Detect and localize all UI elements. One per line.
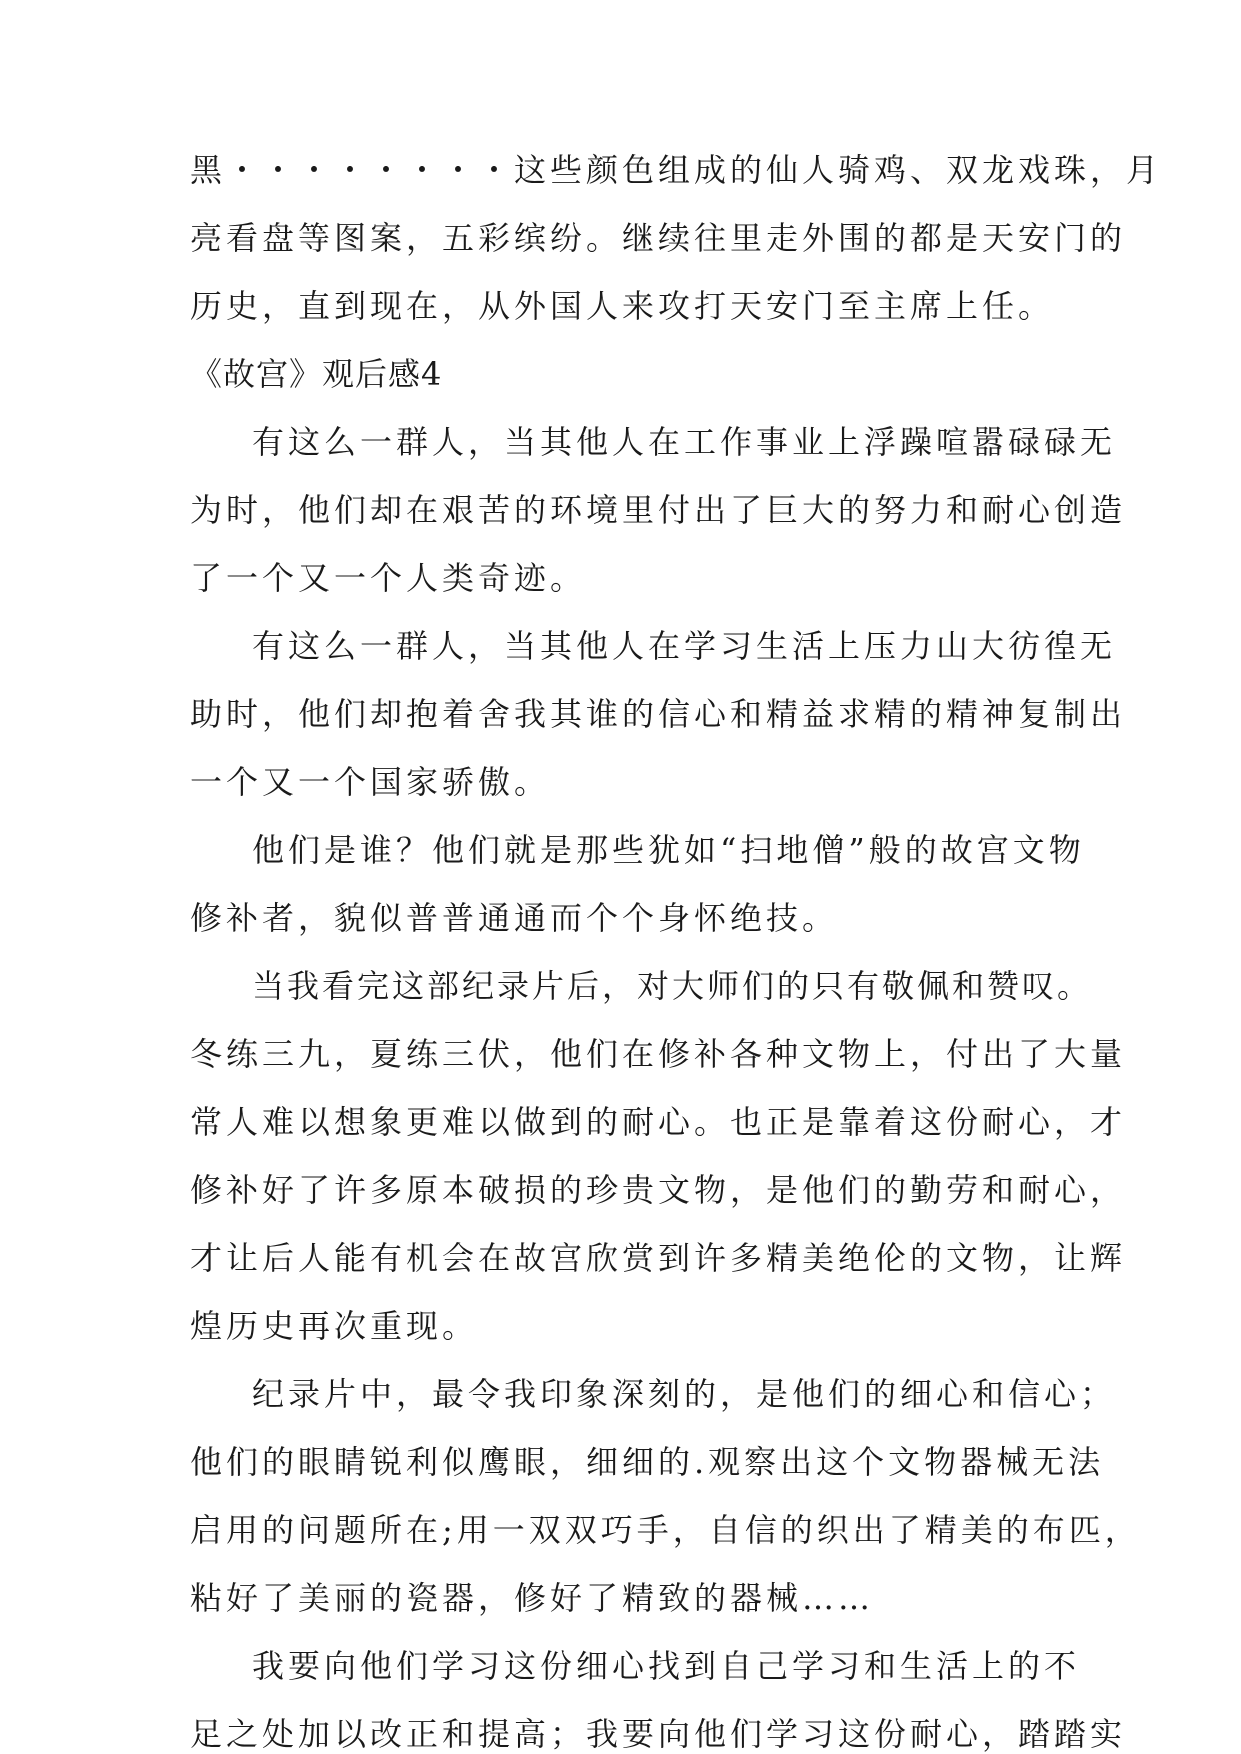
paragraph-first-line: 我要向他们学习这份细心找到自己学习和生活上的不 [252, 1647, 1081, 1685]
text-line: 了一个又一个人类奇迹。 [190, 559, 587, 597]
text-line: 冬练三九，夏练三伏，他们在修补各种文物上，付出了大量 [190, 1035, 1127, 1073]
text-line: 粘好了美丽的瓷器，修好了精致的器械…… [190, 1579, 875, 1617]
paragraph-first-line: 有这么一群人，当其他人在学习生活上压力山大彷徨无 [252, 627, 1117, 665]
text-line: 才让后人能有机会在故宫欣赏到许多精美绝伦的文物，让辉 [190, 1239, 1127, 1277]
text-line: 历史，直到现在，从外国人来攻打天安门至主席上任。 [190, 287, 1055, 325]
text-line: 启用的问题所在;用一双双巧手，自信的织出了精美的布匹， [190, 1511, 1141, 1549]
text-line: 足之处加以改正和提高；我要向他们学习这份耐心，踏踏实 [190, 1715, 1127, 1753]
text-line: 助时，他们却抱着舍我其谁的信心和精益求精的精神复制出 [190, 695, 1127, 733]
section-heading: 《故宫》观后感4 [190, 355, 443, 393]
paragraph-first-line: 有这么一群人，当其他人在工作事业上浮躁喧嚣碌碌无 [252, 423, 1117, 461]
text-line: 修补好了许多原本破损的珍贵文物，是他们的勤劳和耐心， [190, 1171, 1127, 1209]
paragraph-first-line: 当我看完这部纪录片后，对大师们的只有敬佩和赞叹。 [252, 967, 1093, 1005]
text-line: 黑・・・・・・・・这些颜色组成的仙人骑鸡、双龙戏珠，月 [190, 151, 1163, 189]
text-line: 为时，他们却在艰苦的环境里付出了巨大的努力和耐心创造 [190, 491, 1127, 529]
text-line: 修补者，貌似普普通通而个个身怀绝技。 [190, 899, 839, 937]
text-line: 亮看盘等图案，五彩缤纷。继续往里走外围的都是天安门的 [190, 219, 1127, 257]
paragraph-first-line: 纪录片中，最令我印象深刻的，是他们的细心和信心； [252, 1375, 1117, 1413]
text-line: 他们的眼睛锐利似鹰眼，细细的.观察出这个文物器械无法 [190, 1443, 1105, 1481]
text-line: 一个又一个国家骄傲。 [190, 763, 551, 801]
text-line: 常人难以想象更难以做到的耐心。也正是靠着这份耐心，才 [190, 1103, 1127, 1141]
text-line: 煌历史再次重现。 [190, 1307, 479, 1345]
paragraph-first-line: 他们是谁？他们就是那些犹如“扫地僧”般的故宫文物 [252, 831, 1085, 869]
